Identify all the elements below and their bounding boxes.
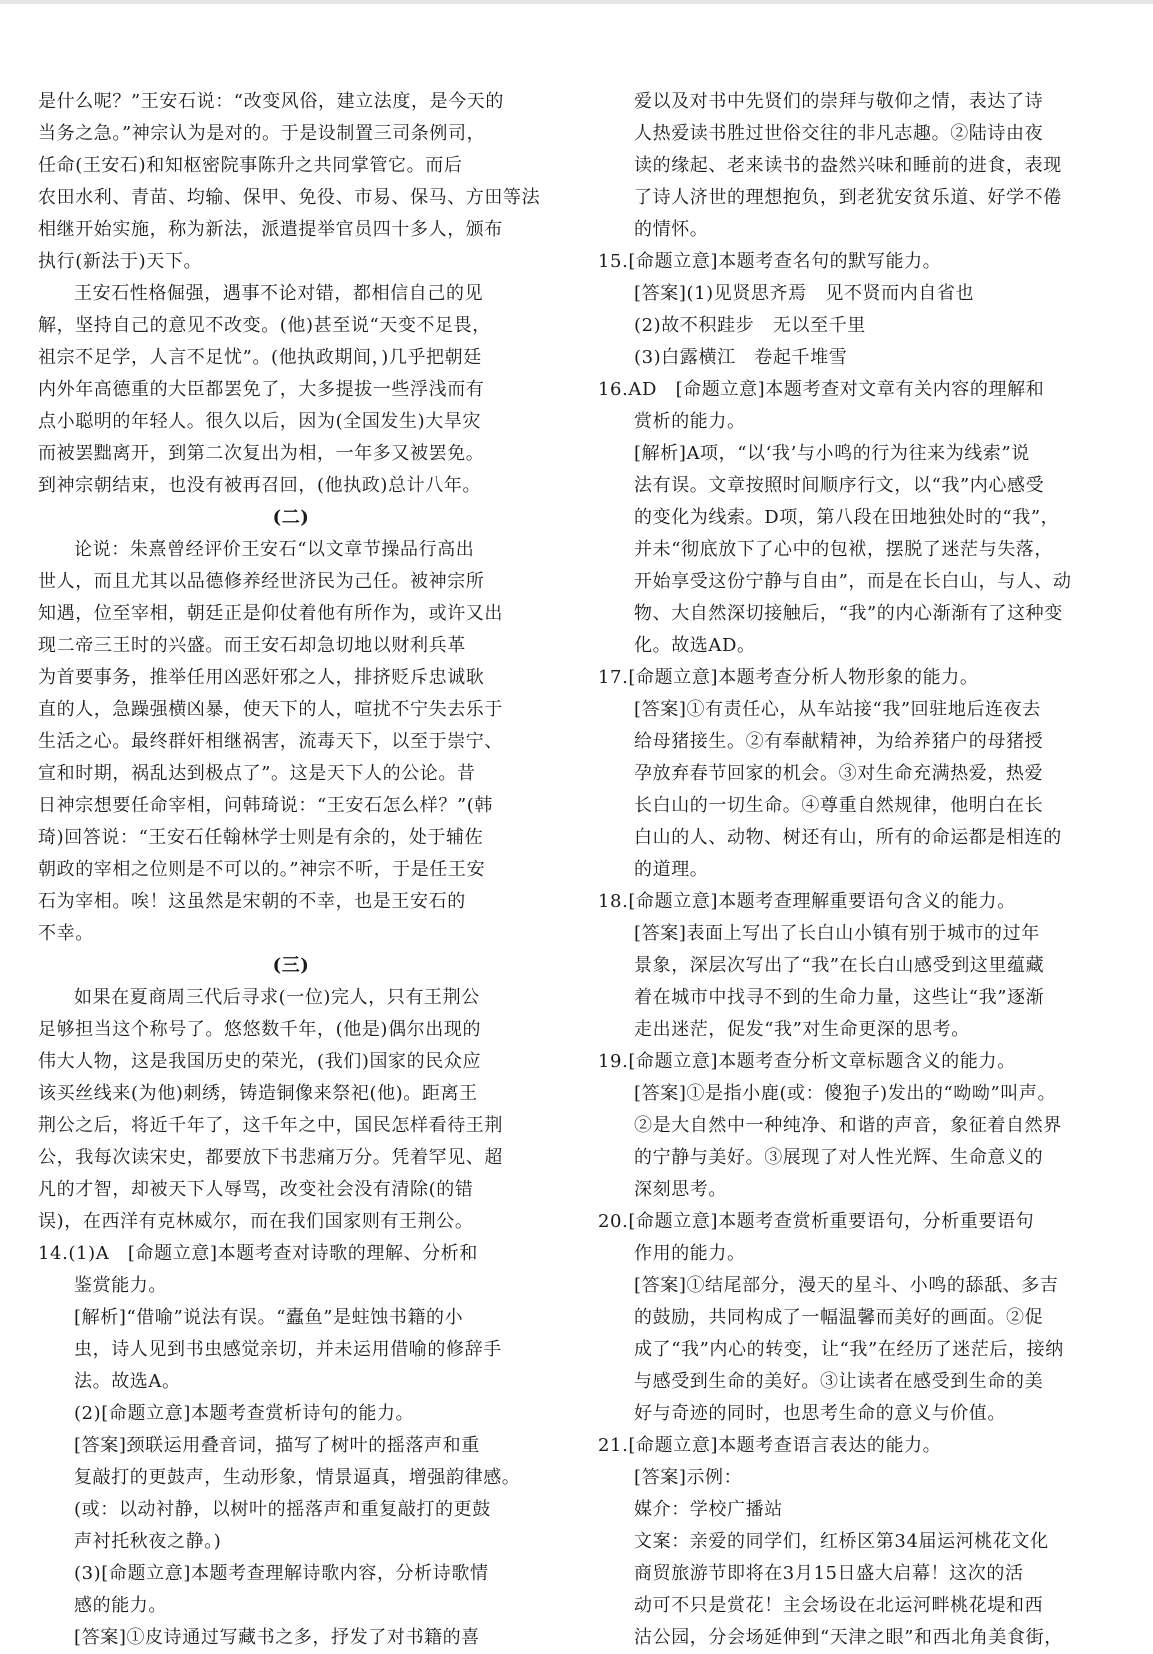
- text-line: 不幸。: [38, 923, 94, 944]
- text-line: 到神宗朝结束，也没有被再召回，(他执政)总计八年。: [38, 475, 482, 496]
- text-line: 的情怀。: [634, 219, 709, 240]
- text-line: 点小聪明的年轻人。很久以后，因为(全国发生)大旱灾: [38, 411, 482, 432]
- question-14-line: 14.(1)A [命题立意]本题考查对诗歌的理解、分析和: [38, 1243, 478, 1264]
- text-line: 执行(新法于)天下。: [38, 251, 203, 272]
- text-line: 沽公园，分会场延伸到“天津之眼”和西北角美食街，: [634, 1627, 1063, 1648]
- text-line: 石为宰相。唉！这虽然是宋朝的不幸，也是王安石的: [38, 891, 466, 912]
- text-line: [解析]“借喻”说法有误。“蠹鱼”是蛀蚀书籍的小: [74, 1307, 464, 1328]
- text-line: 当务之急。”神宗认为是对的。于是设制置三司条例司，: [38, 123, 486, 144]
- text-line: 而被罢黜离开，到第二次复出为相，一年多又被罢免。: [38, 443, 485, 464]
- text-line: 论说：朱熹曾经评价王安石“以文章节操品行高出: [74, 539, 475, 560]
- text-line: 长白山的一切生命。④尊重自然规律，他明白在长: [634, 795, 1044, 816]
- text-line: 任命(王安石)和知枢密院事陈升之共同掌管它。而后: [38, 155, 463, 176]
- text-line: 生活之心。最终群奸相继祸害，流毒天下，以至于崇宁、: [38, 731, 503, 752]
- text-line: [答案]①是指小鹿(或：傻狍子)发出的“呦呦”叫声。: [634, 1083, 1057, 1104]
- text-line: 的鼓励，共同构成了一幅温馨而美好的画面。②促: [634, 1307, 1044, 1328]
- text-line: 并未“彻底放下了心中的包袱，摆脱了迷茫与失落，: [634, 539, 1053, 560]
- text-line: 化。故选AD。: [634, 635, 756, 656]
- question-18-line: 18.[命题立意]本题考查理解重要语句含义的能力。: [598, 891, 1016, 912]
- text-line: 伟大人物，这是我国历史的荣光，(我们)国家的民众应: [38, 1051, 482, 1072]
- top-edge: [0, 0, 1153, 4]
- text-line: 是什么呢？”王安石说：“改变风俗，建立法度，是今天的: [38, 91, 505, 112]
- text-line: 文案：亲爱的同学们，红桥区第34届运河桃花文化: [634, 1531, 1049, 1552]
- text-line: 媒介：学校广播站: [634, 1499, 783, 1520]
- text-line: 琦)回答说：“王安石任翰林学士则是有余的，处于辅佐: [38, 827, 484, 848]
- text-line: 知遇，位至宰相，朝廷正是仰仗着他有所作为，或许又出: [38, 603, 503, 624]
- text-line: 赏析的能力。: [634, 411, 746, 432]
- text-line: 读的缘起、老来读书的盎然兴味和睡前的进食，表现: [634, 155, 1062, 176]
- question-15-line: 15.[命题立意]本题考查名句的默写能力。: [598, 251, 942, 272]
- text-line: (或：以动衬静，以树叶的摇落声和重复敲打的更鼓: [74, 1499, 491, 1520]
- text-line: [答案]①皮诗通过写藏书之多，抒发了对书籍的喜: [74, 1627, 480, 1648]
- text-line: 法。故选A。: [74, 1371, 181, 1392]
- text-line: 凡的才智，却被天下人辱骂，改变社会没有清除(的错: [38, 1179, 474, 1200]
- text-line: 为首要事务，推举任用凶恶奸邪之人，排挤贬斥忠诚耿: [38, 667, 485, 688]
- text-line: 动可不只是赏花！主会场设在北运河畔桃花堤和西: [634, 1595, 1044, 1616]
- text-line: 日神宗想要任命宰相，问韩琦说：“王安石怎么样？”(韩: [38, 795, 494, 816]
- text-line: 了诗人济世的理想抱负，到老犹安贫乐道、好学不倦: [634, 187, 1062, 208]
- text-line: 的道理。: [634, 859, 709, 880]
- text-line: 虫，诗人见到书虫感觉亲切，并未运用借喻的修辞手: [74, 1339, 502, 1360]
- text-line: 该买丝线来(为他)刺绣，铸造铜像来祭祀(他)。距离王: [38, 1083, 478, 1104]
- text-line: 物、大自然深切接触后，“我”的内心渐渐有了这种变: [634, 603, 1063, 624]
- section-heading: (三): [272, 955, 310, 976]
- text-line: 解，坚持自己的意见不改变。(他)甚至说“天变不足畏，: [38, 315, 491, 336]
- text-line: 内外年高德重的大臣都罢免了，大多提拔一些浮浅而有: [38, 379, 485, 400]
- question-21-line: 21.[命题立意]本题考查语言表达的能力。: [598, 1435, 942, 1456]
- text-line: [答案]颈联运用叠音词，描写了树叶的摇落声和重: [74, 1435, 480, 1456]
- text-line: 荆公之后，将近千年了，这千年之中，国民怎样看待王荆: [38, 1115, 503, 1136]
- text-line: 成了“我”内心的转变，让“我”在经历了迷茫后，接纳: [634, 1339, 1064, 1360]
- text-line: 朝政的宰相之位则是不可以的。”神宗不听，于是任王安: [38, 859, 486, 880]
- question-20-line: 20.[命题立意]本题考查赏析重要语句，分析重要语句: [598, 1211, 1035, 1232]
- text-line: [答案]①结尾部分，漫天的星斗、小鸣的舔舐、多吉: [634, 1275, 1059, 1296]
- text-line: 景象，深层次写出了“我”在长白山感受到这里蕴藏: [634, 955, 1045, 976]
- text-line: 的变化为线索。D项，第八段在田地独处时的“我”，: [634, 507, 1060, 528]
- text-line: 作用的能力。: [634, 1243, 746, 1264]
- text-line: 王安石性格倔强，遇事不论对错，都相信自己的见: [74, 283, 484, 304]
- text-line: [答案]示例：: [634, 1467, 743, 1488]
- section-heading: (二): [272, 507, 310, 528]
- text-line: 法有误。文章按照时间顺序行文，以“我”内心感受: [634, 475, 1045, 496]
- right-column: [598, 86, 1092, 1654]
- text-line: 世人，而且尤其以品德修养经世济民为己任。被神宗所: [38, 571, 485, 592]
- text-line: 相继开始实施，称为新法，派遣提举官员四十多人，颁布: [38, 219, 503, 240]
- text-line: 声衬托秋夜之静。): [74, 1531, 222, 1552]
- text-line: (3)[命题立意]本题考查理解诗歌内容，分析诗歌情: [74, 1563, 489, 1584]
- text-line: 直的人，急躁强横凶暴，使天下的人，喧扰不宁失去乐于: [38, 699, 503, 720]
- question-16-line: 16.AD [命题立意]本题考查对文章有关内容的理解和: [598, 379, 1045, 400]
- text-line: 感的能力。: [74, 1595, 167, 1616]
- text-line: 公，我每次读宋史，都要放下书悲痛万分。凭着罕见、超: [38, 1147, 503, 1168]
- left-column: [38, 86, 544, 1654]
- text-line: [答案]①有责任心，从车站接“我”回驻地后连夜去: [634, 699, 1041, 720]
- text-line: 复敲打的更鼓声，生动形象，情景逼真，增强韵律感。: [74, 1467, 521, 1488]
- text-line: 足够担当这个称号了。悠悠数千年，(他是)偶尔出现的: [38, 1019, 482, 1040]
- text-line: ②是大自然中一种纯净、和谐的声音，象征着自然界: [634, 1115, 1062, 1136]
- text-line: 白山的人、动物、树还有山，所有的命运都是相连的: [634, 827, 1062, 848]
- text-line: [解析]A项，“以‘我’与小鸣的行为往来为线索”说: [634, 443, 1030, 464]
- text-line: 宣和时期，祸乱达到极点了”。这是天下人的公论。昔: [38, 763, 476, 784]
- text-line: 深刻思考。: [634, 1179, 727, 1200]
- text-line: 商贸旅游节即将在3月15日盛大启幕！这次的活: [634, 1563, 1024, 1584]
- text-line: (3)白露横江 卷起千堆雪: [634, 347, 848, 368]
- text-line: 人热爱读书胜过世俗交往的非凡志趣。②陆诗由夜: [634, 123, 1044, 144]
- text-line: 鉴赏能力。: [74, 1275, 167, 1296]
- text-line: 如果在夏商周三代后寻求(一位)完人，只有王荆公: [74, 987, 480, 1008]
- text-line: 孕放弃春节回家的机会。③对生命充满热爱，热爱: [634, 763, 1044, 784]
- text-line: 与感受到生命的美好。③让读者在感受到生命的美: [634, 1371, 1044, 1392]
- text-line: 好与奇迹的同时，也思考生命的意义与价值。: [634, 1403, 1006, 1424]
- text-line: 现二帝三王时的兴盛。而王安石却急切地以财利兵革: [38, 635, 466, 656]
- text-line: 开始享受这份宁静与自由”，而是在长白山，与人、动: [634, 571, 1072, 592]
- text-line: 着在城市中找寻不到的生命力量，这些让“我”逐渐: [634, 987, 1045, 1008]
- text-line: 祖宗不足学，人言不足忧”。(他执政期间，)几乎把朝廷: [38, 347, 482, 368]
- text-line: 爱以及对书中先贤们的崇拜与敬仰之情，表达了诗: [634, 91, 1044, 112]
- text-line: [答案]表面上写出了长白山小镇有别于城市的过年: [634, 923, 1040, 944]
- text-line: 的宁静与美好。③展现了对人性光辉、生命意义的: [634, 1147, 1044, 1168]
- text-line: 走出迷茫，促发“我”对生命更深的思考。: [634, 1019, 970, 1040]
- text-line: 误)，在西洋有克林威尔，而在我们国家则有王荆公。: [38, 1211, 474, 1232]
- text-line: (2)故不积跬步 无以至千里: [634, 315, 866, 336]
- text-line: 农田水利、青苗、均输、保甲、免役、市易、保马、方田等法: [38, 187, 541, 208]
- text-line: (2)[命题立意]本题考查赏析诗句的能力。: [74, 1403, 415, 1424]
- question-19-line: 19.[命题立意]本题考查分析文章标题含义的能力。: [598, 1051, 1016, 1072]
- question-17-line: 17.[命题立意]本题考查分析人物形象的能力。: [598, 667, 979, 688]
- text-line: [答案](1)见贤思齐焉 见不贤而内自省也: [634, 283, 975, 304]
- text-line: 给母猪接生。②有奉献精神，为给养猪户的母猪授: [634, 731, 1044, 752]
